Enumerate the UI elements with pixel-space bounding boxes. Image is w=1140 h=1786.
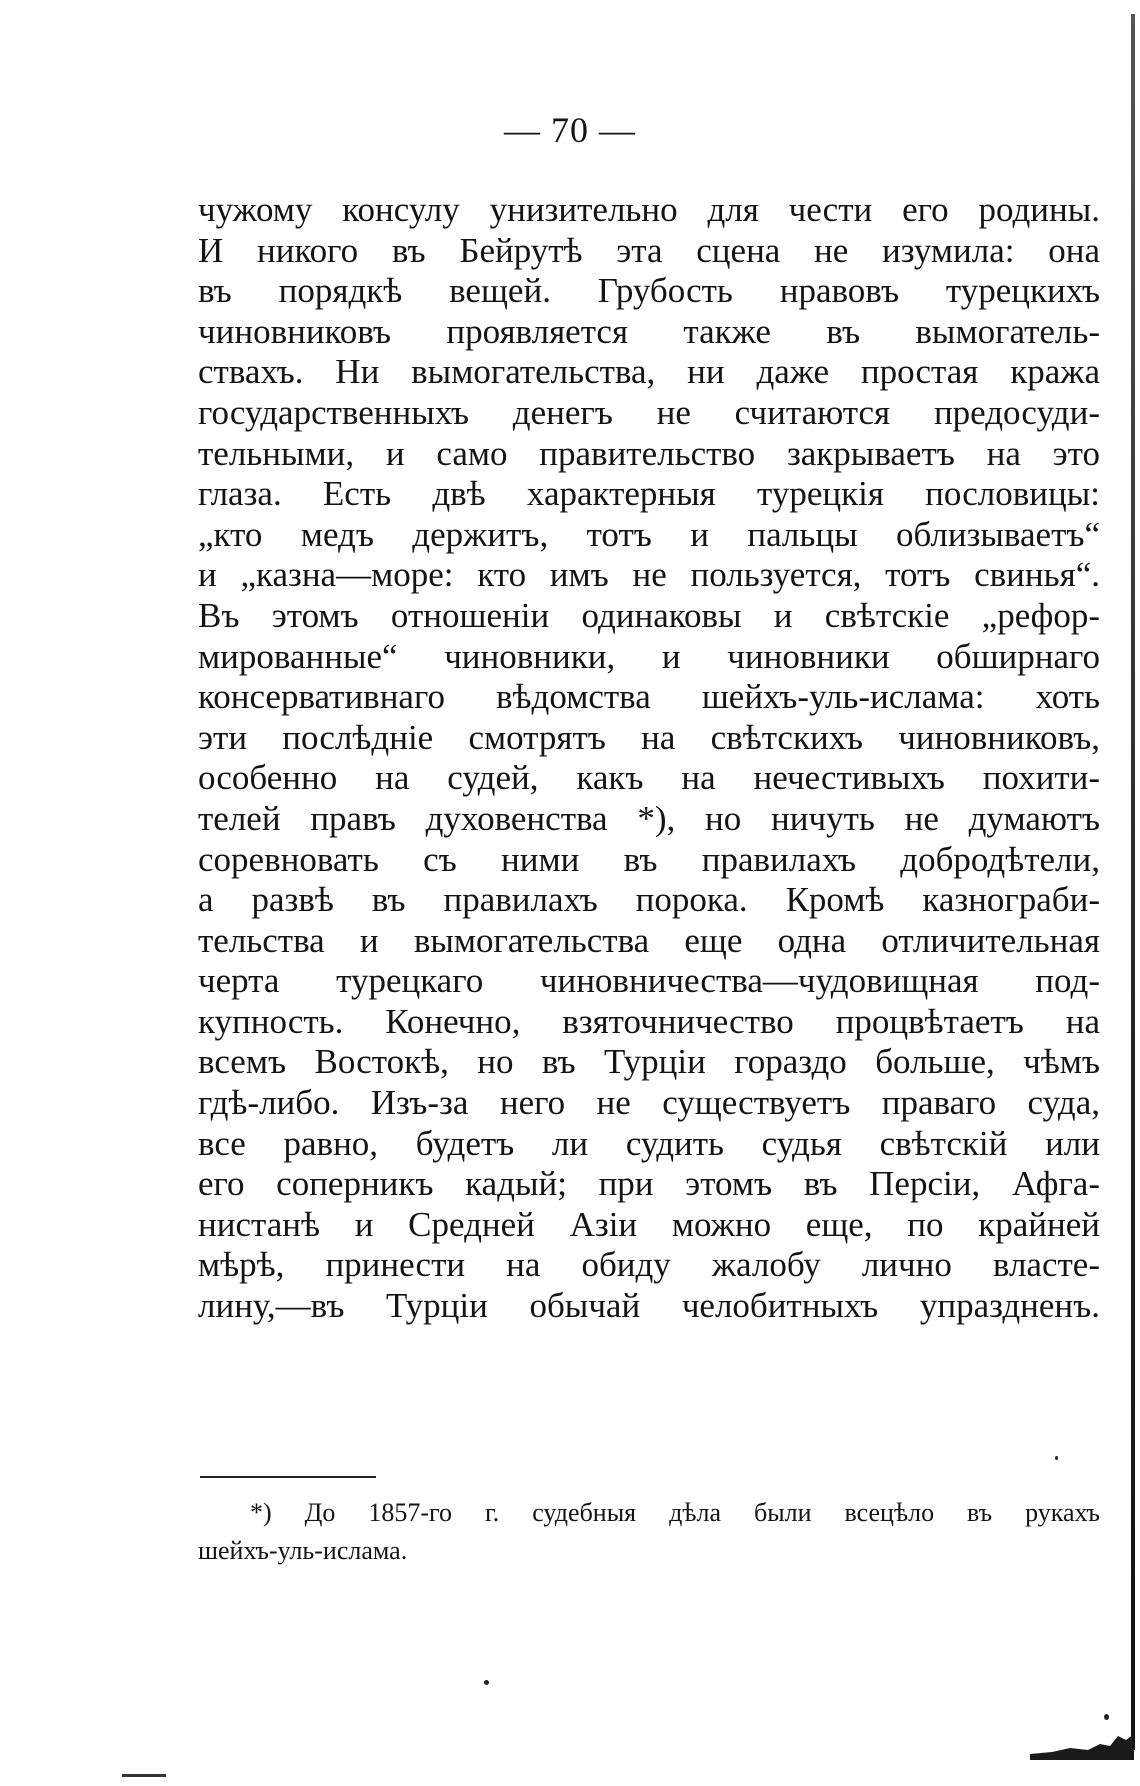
text-line: тельными, и само правительство закрываетъ на это [198, 433, 1100, 473]
text-line: купность. Конечно, взяточничество процвѣтаетъ на [198, 1001, 1100, 1041]
text-line: все равно, будетъ ли судить судья свѣтскій или [198, 1123, 1100, 1163]
text-line: всемъ Востокѣ, но въ Турціи гораздо больше, чѣмъ [198, 1042, 1100, 1082]
scan-speck [1104, 1714, 1109, 1720]
text-line: телей правъ духовенства *), но ничуть не думаютъ [198, 798, 1100, 838]
footnote-line: *) До 1857-го г. судебныя дѣла были всецѣло въ рукахъ [250, 1498, 1100, 1527]
text-line: мѣрѣ, принести на обиду жалобу лично власте- [198, 1245, 1100, 1285]
footnote [198, 1494, 1100, 1570]
main-text [198, 190, 1100, 1327]
text-line: его соперникъ кадый; при этомъ въ Персіи, Афга- [198, 1164, 1100, 1204]
page-number: — 70 — [504, 110, 636, 150]
text-line: Въ этомъ отношеніи одинаковы и свѣтскіе „рефор- [198, 595, 1100, 635]
text-line: консервативнаго вѣдомства шейхъ-уль-ислама: хоть [198, 677, 1100, 717]
text-line: тельства и вымогательства еще одна отличительная [198, 920, 1100, 960]
footnote-line: шейхъ-уль-ислама. [198, 1536, 408, 1565]
text-line: лину,—въ Турціи обычай челобитныхъ упраздненъ. [198, 1286, 1100, 1326]
scan-speck [484, 1680, 489, 1685]
text-line: въ порядкѣ вещей. Грубость нравовъ турецкихъ [198, 271, 1100, 311]
scan-mark [122, 1774, 166, 1777]
text-line: ствахъ. Ни вымогательства, ни даже простая кража [198, 352, 1100, 392]
text-line: и „казна—море: кто имъ не пользуется, тотъ свинья“. [198, 555, 1100, 595]
text-line: особенно на судей, какъ на нечестивыхъ похити- [198, 758, 1100, 798]
text-line: „кто медъ держитъ, тотъ и пальцы облизываетъ“ [198, 514, 1100, 554]
text-line: чужому консулу унизительно для чести его родины. [198, 190, 1100, 229]
text-line: гдѣ-либо. Изъ-за него не существуетъ праваго суда, [198, 1083, 1100, 1123]
text-line: глаза. Есть двѣ характерныя турецкія пословицы: [198, 474, 1100, 514]
scan-speck [1055, 1456, 1058, 1460]
text-line: мированные“ чиновники, и чиновники обширнаго [198, 636, 1100, 676]
text-line: соревновать съ ними въ правилахъ добродѣтели, [198, 839, 1100, 879]
text-line: черта турецкаго чиновничества—чудовищная под- [198, 961, 1100, 1001]
text-line: эти послѣдніе смотрятъ на свѣтскихъ чиновниковъ, [198, 717, 1100, 757]
footnote-separator [200, 1476, 376, 1478]
text-line: чиновниковъ проявляется также въ вымогатель- [198, 311, 1100, 351]
text-line: государственныхъ денегъ не считаются предосуди- [198, 392, 1100, 432]
text-line: а развѣ въ правилахъ порока. Кромѣ казнограби- [198, 880, 1100, 920]
text-line: И никого въ Бейрутѣ эта сцена не изумила: она [198, 230, 1100, 270]
scan-smudge [1030, 1730, 1134, 1760]
text-line: нистанѣ и Средней Азіи можно еще, по крайней [198, 1204, 1100, 1244]
page-edge-shadow [1131, 14, 1135, 1750]
